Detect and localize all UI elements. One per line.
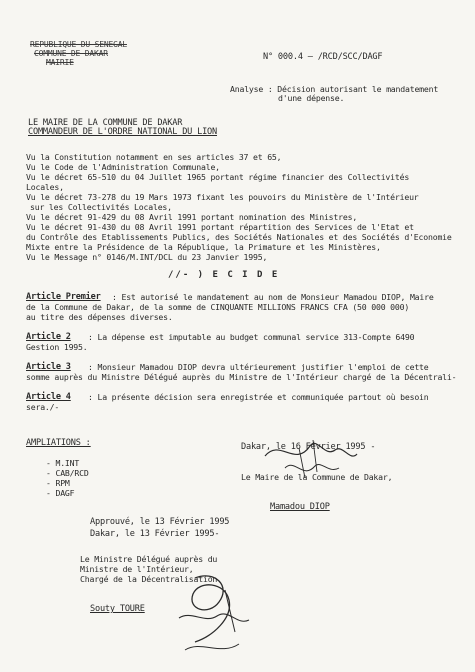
- article-3-text: somme auprès du Ministre Délégué auprès du Ministre de l'Intérieur chargé de la Décentrali-: [26, 372, 457, 382]
- vu-line: Vu le décret 91-430 du 08 Avril 1991 portant répartition des Services de l'Etat et: [26, 222, 414, 232]
- vu-line: sur les Collectivités Locales,: [30, 202, 172, 212]
- minister-name: Souty TOURE: [90, 604, 145, 614]
- mayor-signature: [255, 428, 365, 490]
- vu-line: Mixte entre la Présidence de la République, la Primature et les Ministères,: [26, 242, 381, 252]
- article-2-text: Gestion 1995.: [26, 342, 88, 352]
- minister-line: Le Ministre Délégué auprès du: [80, 554, 218, 564]
- header-republique: REPUBLIQUE DU SENEGAL: [30, 40, 127, 49]
- header-mairie: MAIRIE: [46, 58, 74, 67]
- article-1-text: de la Commune de Dakar, de la somme de CINQUANTE MILLIONS FRANCS CFA (50 000 000): [26, 302, 410, 312]
- article-4-label: Article 4: [26, 392, 71, 402]
- article-1-text: : Est autorisé le mandatement au nom de Monsieur Mamadou DIOP, Maire: [112, 292, 434, 302]
- article-1-label: Article Premier: [26, 292, 101, 302]
- sign-role: Le Maire de la Commune de Dakar,: [241, 472, 393, 482]
- article-3-text: : Monsieur Mamadou DIOP devra ultérieurement justifier l'emploi de cette: [88, 362, 429, 372]
- ampliation-item: - CAB/RCD: [46, 468, 89, 478]
- ampliation-item: - RPM: [46, 478, 70, 488]
- article-4-text: sera./-: [26, 402, 60, 412]
- approuve-date: Approuvé, le 13 Février 1995: [90, 517, 230, 527]
- article-3-label: Article 3: [26, 362, 71, 372]
- minister-signature: [165, 570, 265, 662]
- minister-line: Chargé de la Décentralisation: [80, 574, 218, 584]
- document-number: N° 000.4 — /RCD/SCC/DAGF: [263, 52, 383, 62]
- ampliation-item: - DAGF: [46, 488, 75, 498]
- vu-line: du Contrôle des Etablissements Publics, des Sociétés Nationales et des Sociétés d'Economie: [26, 232, 452, 242]
- approval-dakar-date: Dakar, le 13 Février 1995-: [90, 529, 220, 539]
- article-2-text: : La dépense est imputable au budget communal service 313-Compte 6490: [88, 332, 415, 342]
- header-commune: COMMUNE DE DAKAR: [34, 49, 108, 58]
- vu-line: Vu la Constitution notamment en ses articles 37 et 65,: [26, 152, 282, 162]
- article-2-label: Article 2: [26, 332, 71, 342]
- article-4-text: : La présente décision sera enregistrée et communiquée partout où besoin: [88, 392, 429, 402]
- minister-line: Ministre de l'Intérieur,: [80, 564, 194, 574]
- vu-line: Vu le décret 73-278 du 19 Mars 1973 fixant les pouvoirs du Ministère de l'Intérieur: [26, 192, 419, 202]
- sign-date: Dakar, le 16 Février 1995 -: [241, 442, 376, 452]
- ampliations-title: AMPLIATIONS :: [26, 438, 91, 448]
- ampliation-item: - M.INT: [46, 458, 80, 468]
- sign-name: Mamadou DIOP: [270, 502, 330, 512]
- authority-maire: LE MAIRE DE LA COMMUNE DE DAKAR: [28, 118, 183, 128]
- vu-line: Vu le décret 91-429 du 08 Avril 1991 portant nomination des Ministres,: [26, 212, 358, 222]
- authority-commandeur: COMMANDEUR DE L'ORDRE NATIONAL DU LION: [28, 127, 218, 137]
- decide-heading: //- ) E C I D E: [168, 270, 280, 280]
- vu-line: Locales,: [26, 182, 64, 192]
- vu-line: Vu le Message n° 0146/M.INT/DCL du 23 Janvier 1995,: [26, 252, 268, 262]
- vu-line: Vu le Code de l'Administration Communale,: [26, 162, 220, 172]
- vu-line: Vu le décret 65-510 du 04 Juillet 1965 portant régime financier des Collectivités: [26, 172, 410, 182]
- article-1-text: au titre des dépenses diverses.: [26, 312, 173, 322]
- analyse-line-2: d'une dépense.: [278, 93, 345, 103]
- analyse-line-1: Analyse : Décision autorisant le mandatement: [230, 84, 439, 94]
